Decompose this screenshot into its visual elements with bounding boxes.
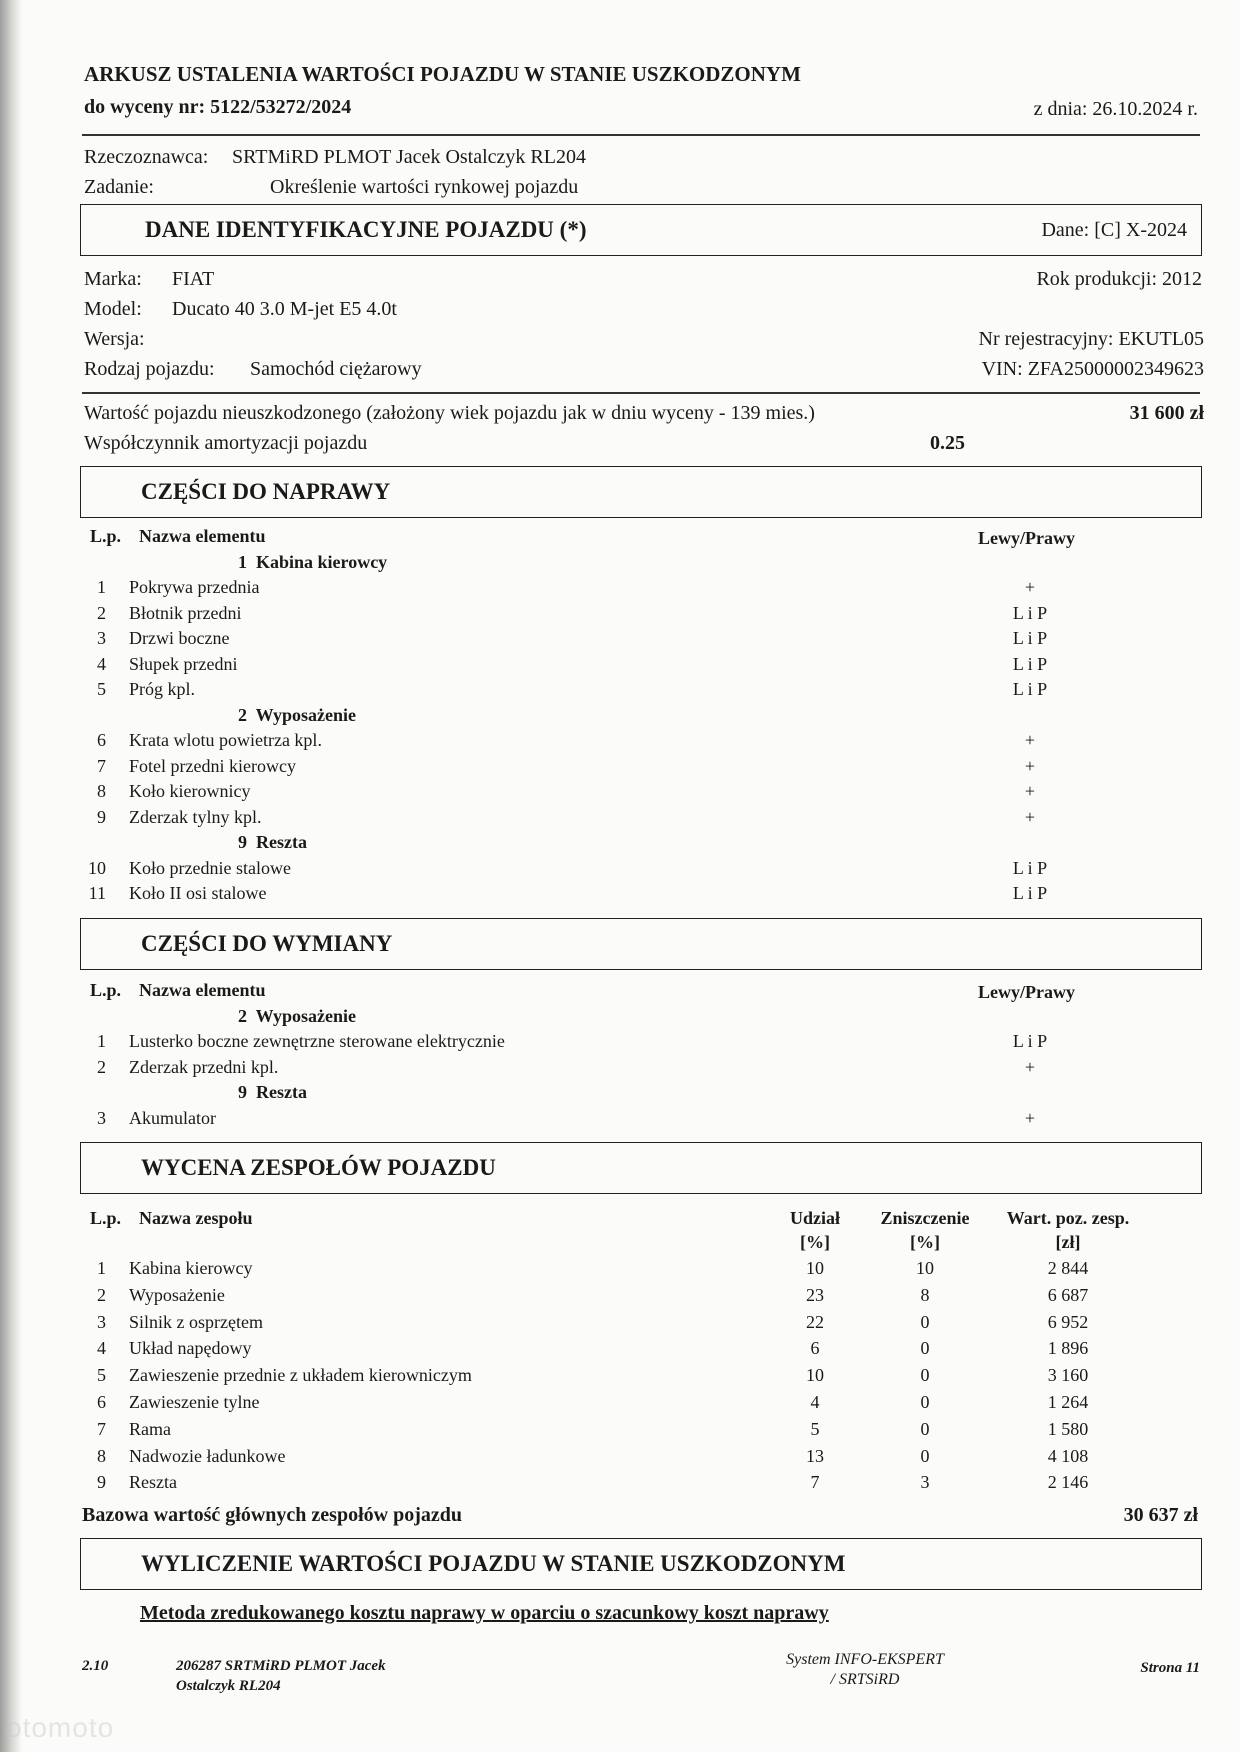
row-side: L i P (1012, 602, 1048, 623)
row-assembly-name: Wyposażenie (129, 1284, 225, 1305)
vin (982, 358, 1204, 381)
group-header: 9 Reszta (238, 832, 307, 852)
row-element-name: Koło przednie stalowe (129, 857, 291, 878)
row-lp: 3 (97, 1311, 106, 1332)
row-damage: 8 (920, 1284, 930, 1305)
table-row (70, 1057, 1200, 1083)
vin-label: VIN: (981, 358, 1023, 380)
make-value: FIAT (172, 268, 215, 290)
row-value: 1 580 (1047, 1418, 1089, 1439)
group-header: 1 Kabina kierowcy (238, 551, 388, 572)
col-share: Udział (789, 1208, 840, 1228)
col-share-unit: [%] (800, 1232, 830, 1252)
undamaged-value-label: Wartość pojazdu nieuszkodzonego (założony wiek pojazdu jak w dniu wyceny - 139 mies.) (84, 402, 815, 424)
row-lp: 3 (97, 628, 106, 648)
row-element-name: Próg kpl. (129, 679, 196, 699)
row-damage: 0 (920, 1392, 930, 1412)
row-lp: 1 (97, 1258, 106, 1278)
table-row (70, 883, 1200, 909)
table-row (70, 1392, 1200, 1418)
table-row (70, 1312, 1200, 1338)
row-value: 2 146 (1047, 1472, 1089, 1493)
row-element-name: Fotel przedni kierowcy (129, 755, 296, 776)
row-assembly-name: Zawieszenie przednie z układem kierowniczym (129, 1365, 472, 1386)
production-year (1036, 268, 1202, 291)
row-element-name: Błotnik przedni (129, 602, 242, 623)
row-element-name: Zderzak tylny kpl. (129, 806, 262, 827)
vehicle-type-value: Samochód ciężarowy (250, 358, 422, 380)
row-side: + (1024, 806, 1036, 827)
row-lp: 4 (97, 1338, 106, 1359)
row-lp: 7 (97, 755, 106, 776)
row-element-name: Koło kierownicy (129, 781, 251, 801)
group-header: 2 Wyposażenie (238, 704, 357, 725)
production-year-value: 2012 (1162, 268, 1202, 290)
vehicle-data-source: Dane: [C] X-2024 (1041, 219, 1187, 241)
registration-label: Nr rejestracyjny: (978, 328, 1114, 350)
row-value: 4 108 (1047, 1445, 1089, 1466)
row-assembly-name: Nadwozie ładunkowe (129, 1445, 286, 1466)
make-label: Marka: (84, 268, 142, 290)
row-damage: 0 (920, 1311, 930, 1332)
repair-section-box (80, 466, 1202, 518)
row-element-name: Lusterko boczne zewnętrzne sterowane elektrycznie (129, 1031, 505, 1051)
table-row (70, 577, 1200, 603)
row-lp: 8 (97, 781, 106, 801)
table-row (70, 1285, 1200, 1311)
row-lp: 9 (97, 806, 106, 827)
row-element-name: Drzwi boczne (129, 628, 230, 648)
row-share: 5 (810, 1418, 820, 1439)
row-lp: 6 (97, 1392, 106, 1412)
calc-section-title: WYLICZENIE WARTOŚCI POJAZDU W STANIE USZKODZONYM (141, 1551, 846, 1576)
row-side: + (1024, 730, 1036, 750)
table-row (70, 1365, 1200, 1391)
base-value: 30 637 zł (1123, 1504, 1198, 1526)
col-element-name: Nazwa elementu (139, 526, 266, 546)
row-assembly-name: Układ napędowy (129, 1338, 252, 1359)
row-damage: 0 (920, 1445, 930, 1466)
table-row (70, 781, 1200, 807)
row-side: L i P (1012, 679, 1048, 699)
production-year-label: Rok produkcji: (1036, 268, 1157, 290)
registration-value: EKUTL05 (1118, 328, 1204, 350)
table-row (70, 1472, 1200, 1498)
col-assembly-name: Nazwa zespołu (139, 1208, 253, 1228)
group-header: 2 Wyposażenie (238, 1005, 357, 1026)
table-row (70, 654, 1200, 680)
row-element-name: Koło II osi stalowe (129, 883, 267, 903)
table-row (70, 807, 1200, 833)
row-assembly-name: Rama (129, 1418, 171, 1439)
replace-section-title: CZĘŚCI DO WYMIANY (141, 931, 393, 956)
row-share: 10 (806, 1258, 824, 1278)
document-title: ARKUSZ USTALENIA WARTOŚCI POJAZDU W STANIE USZKODZONYM (84, 62, 801, 86)
footer-author-line2: Ostalczyk RL204 (176, 1678, 281, 1694)
row-value: 3 160 (1047, 1365, 1089, 1386)
row-element-name: Pokrywa przednia (129, 577, 260, 597)
row-share: 22 (806, 1311, 824, 1332)
row-side: + (1024, 755, 1036, 776)
table-row (70, 1338, 1200, 1364)
expert-label: Rzeczoznawca: (84, 146, 209, 168)
vehicle-type-label: Rodzaj pojazdu: (84, 358, 215, 380)
row-lp: 2 (97, 1284, 106, 1305)
calc-section-box (80, 1538, 1202, 1590)
row-share: 13 (806, 1445, 824, 1466)
table-row (70, 1258, 1200, 1284)
table-row (70, 858, 1200, 884)
registration (979, 328, 1205, 351)
footer-page-number: Strona 11 (1140, 1660, 1200, 1676)
row-element-name: Słupek przedni (129, 653, 238, 674)
col-lp: L.p. (90, 526, 122, 546)
row-lp: 9 (97, 1472, 106, 1493)
footer-version: 2.10 (82, 1658, 109, 1674)
assemblies-section-title: WYCENA ZESPOŁÓW POJAZDU (141, 1155, 496, 1180)
table-row (70, 603, 1200, 629)
task-value: Określenie wartości rynkowej pojazdu (270, 176, 579, 198)
row-value: 1 264 (1047, 1392, 1089, 1412)
row-element-name: Zderzak przedni kpl. (129, 1056, 279, 1077)
row-side: + (1024, 1056, 1036, 1077)
col-element-name: Nazwa elementu (139, 980, 266, 1000)
row-assembly-name: Reszta (129, 1472, 177, 1493)
table-row (70, 1446, 1200, 1472)
scan-edge-shadow (0, 0, 22, 1752)
row-share: 10 (806, 1365, 824, 1386)
table-row (70, 1031, 1200, 1057)
row-lp: 5 (97, 679, 106, 699)
row-lp: 2 (97, 1056, 106, 1077)
row-element-name: Akumulator (129, 1107, 216, 1128)
watermark-logo: otomoto (6, 1712, 115, 1743)
row-side: L i P (1012, 628, 1048, 648)
vin-value: ZFA25000002349623 (1027, 358, 1204, 380)
table-row (70, 1108, 1200, 1134)
row-side: L i P (1012, 883, 1048, 903)
row-lp: 10 (88, 857, 106, 878)
col-damage: Zniszczenie (880, 1208, 970, 1228)
col-left-right: Lewy/Prawy (978, 528, 1075, 548)
row-share: 7 (810, 1472, 820, 1493)
row-damage: 0 (920, 1365, 930, 1386)
assemblies-table-header (70, 1204, 1200, 1260)
replace-section-box (80, 918, 1202, 970)
amortization-value: 0.25 (930, 432, 965, 454)
col-left-right: Lewy/Prawy (978, 982, 1075, 1002)
row-damage: 10 (916, 1258, 934, 1278)
vehicle-divider (82, 392, 1200, 394)
row-share: 4 (810, 1392, 820, 1412)
footer-author (176, 1656, 386, 1696)
row-element-name: Krata wlotu powietrza kpl. (129, 730, 322, 750)
table-row (70, 628, 1200, 654)
group-header: 9 Reszta (238, 1082, 307, 1102)
table-row (70, 730, 1200, 756)
row-lp: 5 (97, 1365, 106, 1386)
row-lp: 11 (88, 883, 106, 903)
row-lp: 3 (97, 1107, 106, 1128)
col-value-unit: [zł] (1055, 1232, 1081, 1252)
row-lp: 1 (97, 1031, 106, 1051)
footer-system-line2: / SRTSiRD (830, 1671, 900, 1688)
table-row (70, 679, 1200, 705)
amortization-label: Współczynnik amortyzacji pojazdu (84, 432, 368, 454)
assemblies-section-box (80, 1142, 1202, 1194)
model-value: Ducato 40 3.0 M-jet E5 4.0t (172, 298, 397, 320)
vehicle-id-title: DANE IDENTYFIKACYJNE POJAZDU (*) (145, 217, 587, 242)
table-row (70, 1419, 1200, 1445)
row-lp: 2 (97, 602, 106, 623)
row-lp: 1 (97, 577, 106, 597)
task-label: Zadanie: (84, 176, 154, 198)
footer-system (770, 1650, 960, 1690)
row-side: + (1024, 577, 1036, 597)
row-lp: 4 (97, 653, 106, 674)
row-side: + (1024, 781, 1036, 801)
header-divider (82, 134, 1200, 136)
expert-value: SRTMiRD PLMOT Jacek Ostalczyk RL204 (232, 146, 586, 168)
row-value: 6 952 (1047, 1311, 1089, 1332)
base-value-label: Bazowa wartość głównych zespołów pojazdu (82, 1504, 462, 1526)
undamaged-value: 31 600 zł (1129, 402, 1204, 424)
valuation-number: do wyceny nr: 5122/53272/2024 (84, 96, 352, 118)
row-damage: 0 (920, 1338, 930, 1359)
version-label: Wersja: (84, 328, 145, 350)
footer-author-line1: 206287 SRTMiRD PLMOT Jacek (176, 1658, 386, 1674)
row-value: 2 844 (1047, 1258, 1089, 1278)
table-row (70, 756, 1200, 782)
row-damage: 0 (920, 1418, 930, 1439)
col-lp: L.p. (90, 980, 122, 1000)
row-share: 6 (810, 1338, 820, 1359)
model-label: Model: (84, 298, 142, 320)
row-side: + (1024, 1107, 1036, 1128)
vehicle-id-box (80, 204, 1202, 256)
row-lp: 8 (97, 1445, 106, 1466)
row-assembly-name: Zawieszenie tylne (129, 1392, 260, 1412)
repair-section-title: CZĘŚCI DO NAPRAWY (141, 479, 391, 504)
col-damage-unit: [%] (910, 1232, 940, 1252)
valuation-date: z dnia: 26.10.2024 r. (1033, 98, 1198, 120)
col-lp: L.p. (90, 1208, 122, 1228)
col-value: Wart. poz. zesp. (1006, 1208, 1130, 1228)
row-share: 23 (806, 1284, 824, 1305)
row-lp: 6 (97, 730, 106, 750)
row-assembly-name: Kabina kierowcy (129, 1258, 253, 1278)
row-side: L i P (1012, 653, 1048, 674)
row-damage: 3 (920, 1472, 930, 1493)
row-value: 1 896 (1047, 1338, 1089, 1359)
calc-method: Metoda zredukowanego kosztu naprawy w oparciu o szacunkowy koszt naprawy (140, 1602, 829, 1624)
row-side: L i P (1012, 1031, 1048, 1051)
row-lp: 7 (97, 1418, 106, 1439)
row-side: L i P (1012, 857, 1048, 878)
row-assembly-name: Silnik z osprzętem (129, 1311, 263, 1332)
row-value: 6 687 (1047, 1284, 1089, 1305)
footer-system-line1: System INFO-EKSPERT (786, 1651, 944, 1668)
